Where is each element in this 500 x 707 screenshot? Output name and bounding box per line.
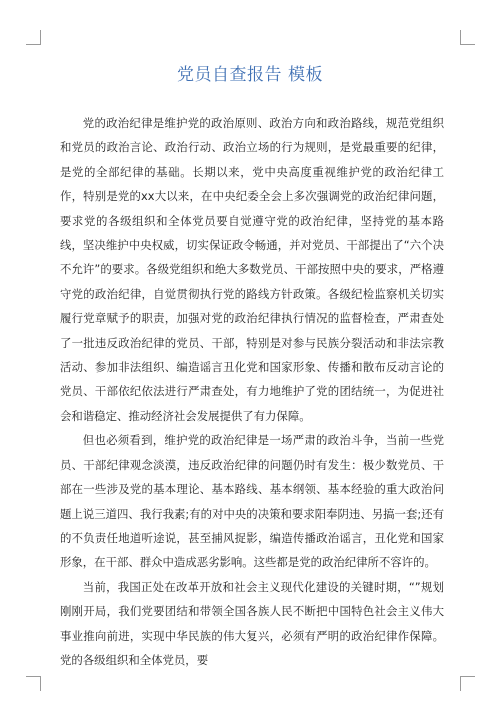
document-title: 党员自查报告 模板 bbox=[177, 65, 323, 85]
document-body bbox=[60, 111, 444, 672]
crop-mark-top-right bbox=[460, 30, 475, 45]
paragraph: 但也必须看到，维护党的政治纪律是一场严肃的政治斗争，当前一些党员、干部纪律观念淡漠，违反政治纪律的问题仍时有发生：极少数党员、干部在一些涉及党的基本理论、基本路线、基本纲领、基本经验的重大政治问题上说三道四、我行我素;有的对中央的决策和要求阳奉阴违、另搞一套;还有的不负责任地道听途说，甚至捕风捉影，编造传播政治谣言，丑化党和国家形象，在干部、群众中造成恶劣影响。这些都是党的政治纪律所不容许的。 bbox=[60, 433, 444, 570]
crop-mark-bottom-left bbox=[26, 676, 41, 691]
crop-mark-bottom-right bbox=[460, 676, 475, 691]
paragraph: 党的政治纪律是维护党的政治原则、政治方向和政治路线，规范党组织和党员的政治言论、政治行动、政治立场的行为规则，是党最重要的纪律，是党的全部纪律的基础。长期以来，党中央高度重视维护党的政治纪律工作，特别是党的xx大以来，在中央纪委全会上多次强调党的政治纪律问题，要求党的各级组织和全体党员要自觉遵守党的政治纪律，坚持党的基本路线，坚决维护中央权威，切实保证政令畅通，并对党员、干部提出了“六个决不允许”的要求。各级党组织和绝大多数党员、干部按照中央的要求，严格遵守党的政治纪律，自觉贯彻执行党的路线方针政策。各级纪检监察机关切实履行党章赋予的职责，加强对党的政治纪律执行情况的监督检查，严肃查处了一批违反政治纪律的党员、干部，特别是对参与民族分裂活动和非法宗教活动、参加非法组织、编造谣言丑化党和国家形象、传播和散布反动言论的党员、干部依纪依法进行严肃查处，有力地维护了党的团结统一，为促进社会和谐稳定、推动经济社会发展提供了有力保障。 bbox=[60, 116, 444, 423]
paragraph: 当前，我国正处在改革开放和社会主义现代化建设的关键时期，“”规划刚刚开局，我们党要团结和带领全国各族人民不断把中国特色社会主义伟大事业推向前进，实现中华民族的伟大复兴，必须有严明的政治纪律作保障。党的各级组织和全体党员，要 bbox=[60, 579, 444, 667]
crop-mark-top-left bbox=[26, 30, 41, 45]
